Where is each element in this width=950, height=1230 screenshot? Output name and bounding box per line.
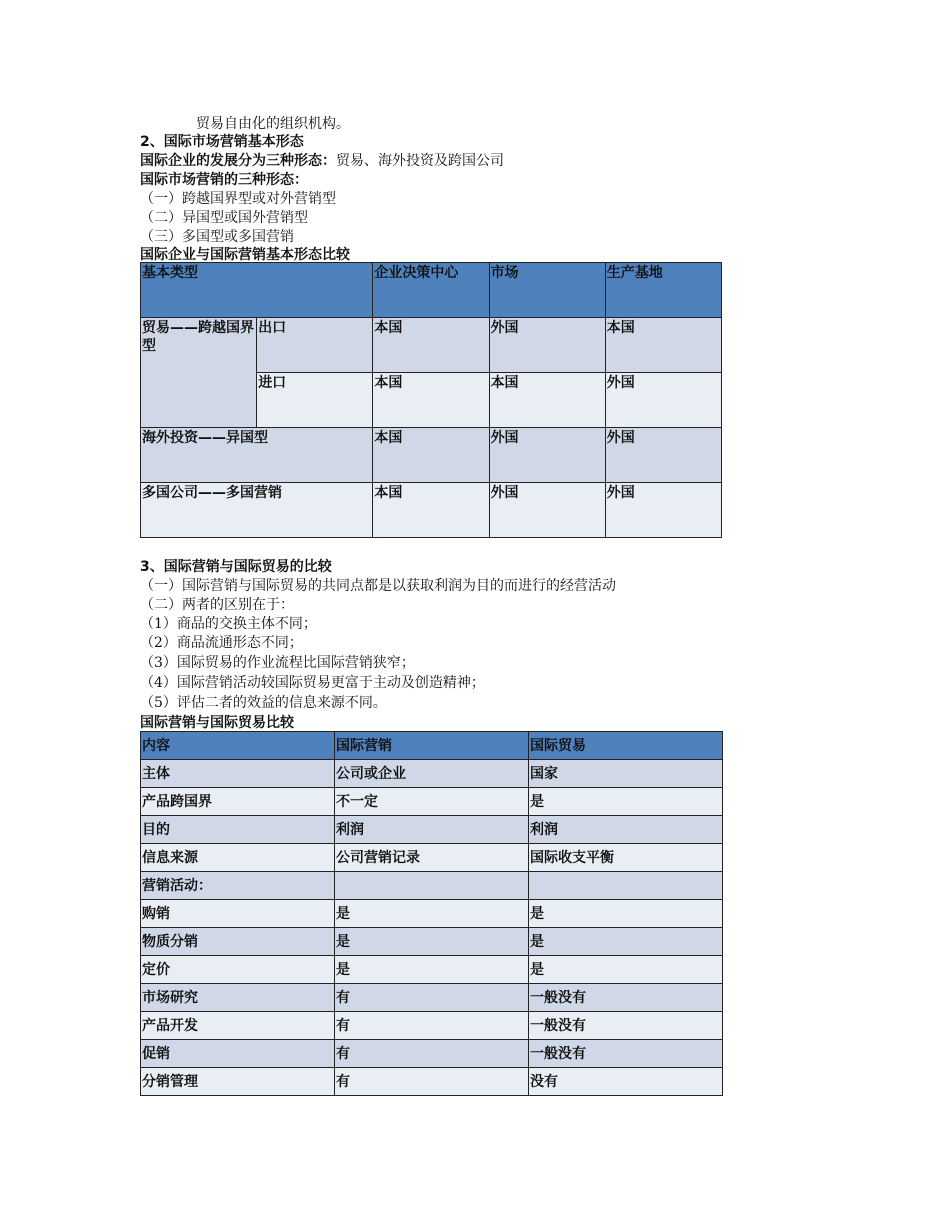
table-cell: 国际收支平衡 (529, 844, 723, 872)
section-heading: 3、国际营销与国际贸易的比较 (140, 559, 332, 575)
table-cell: 产品跨国界 (141, 788, 335, 816)
table-cell: 是 (529, 956, 723, 984)
table-cell: 一般没有 (529, 1040, 723, 1068)
table-cell: 分销管理 (141, 1068, 335, 1096)
table-caption: 国际企业与国际营销基本形态比较 (140, 247, 350, 263)
table-cell: 出口 (257, 318, 373, 373)
header-cell: 生产基地 (605, 263, 721, 318)
list-item: （二）异国型或国外营销型 (140, 210, 308, 226)
table-row (141, 760, 723, 788)
list-item: （3）国际贸易的作业流程比国际营销狭窄； (140, 655, 415, 671)
table-cell: 是 (335, 900, 529, 928)
table-cell: 公司或企业 (335, 760, 529, 788)
table-row (141, 788, 723, 816)
table-row (141, 816, 723, 844)
table-cell: 外国 (489, 428, 605, 483)
header-cell: 市场 (489, 263, 605, 318)
table-row (141, 900, 723, 928)
table-cell: 进口 (257, 373, 373, 428)
header-cell: 企业决策中心 (373, 263, 489, 318)
list-item: （三）多国型或多国营销 (140, 229, 294, 245)
table-cell: 利润 (335, 816, 529, 844)
paragraph-text: （一）国际营销与国际贸易的共同点都是以获取利润为目的而进行的经营活动 (140, 578, 616, 594)
table-cell: 海外投资——异国型 (141, 428, 373, 483)
table-cell: 没有 (529, 1068, 723, 1096)
header-cell: 内容 (141, 732, 335, 760)
list-item: （5）评估二者的效益的信息来源不同。 (140, 695, 387, 711)
table-cell: 物质分销 (141, 928, 335, 956)
table-cell: 有 (335, 1012, 529, 1040)
table-cell: 有 (335, 1068, 529, 1096)
table-cell (335, 872, 529, 900)
marketing-vs-trade-table (140, 731, 723, 1096)
section-heading: 2、国际市场营销基本形态 (140, 134, 304, 150)
table-row (141, 428, 722, 483)
paragraph-text: 贸易自由化的组织机构。 (196, 116, 350, 132)
table-cell: 是 (335, 928, 529, 956)
table-cell: 主体 (141, 760, 335, 788)
table-cell: 是 (529, 900, 723, 928)
table-cell: 不一定 (335, 788, 529, 816)
paragraph-text: 贸易、海外投资及跨国公司 (336, 153, 504, 169)
table-cell: 购销 (141, 900, 335, 928)
table-cell: 是 (529, 788, 723, 816)
table-cell: 营销活动： (141, 872, 335, 900)
table-cell: 目的 (141, 816, 335, 844)
bold-label: 国际企业的发展分为三种形态： (140, 153, 336, 169)
bold-label: 国际市场营销的三种形态： (140, 172, 308, 188)
table-cell: 外国 (489, 483, 605, 538)
table-cell: 本国 (373, 483, 489, 538)
paragraph-text: （二）两者的区别在于： (140, 597, 294, 613)
table-cell: 是 (335, 956, 529, 984)
table-caption: 国际营销与国际贸易比较 (140, 715, 294, 731)
table-cell: 公司营销记录 (335, 844, 529, 872)
table-cell: 有 (335, 984, 529, 1012)
table-row (141, 483, 722, 538)
table-row (141, 872, 723, 900)
table-cell: 定价 (141, 956, 335, 984)
table-cell: 市场研究 (141, 984, 335, 1012)
table-row (141, 956, 723, 984)
table-cell (529, 872, 723, 900)
paragraph-text (140, 152, 504, 170)
table-cell: 外国 (489, 318, 605, 373)
table-cell: 外国 (605, 428, 721, 483)
table-cell: 一般没有 (529, 984, 723, 1012)
header-cell: 国际营销 (335, 732, 529, 760)
table-row (141, 318, 722, 373)
list-item: （一）跨越国界型或对外营销型 (140, 191, 336, 207)
table-cell: 外国 (605, 483, 721, 538)
table-header-row (141, 263, 722, 318)
header-cell: 国际贸易 (529, 732, 723, 760)
table-cell: 信息来源 (141, 844, 335, 872)
table-cell: 利润 (529, 816, 723, 844)
list-item: （4）国际营销活动较国际贸易更富于主动及创造精神； (140, 675, 485, 691)
table-cell: 多国公司——多国营销 (141, 483, 373, 538)
table-row (141, 1012, 723, 1040)
table-cell: 本国 (373, 373, 489, 428)
table-cell: 一般没有 (529, 1012, 723, 1040)
table-cell: 贸易——跨越国界型 (141, 318, 257, 428)
table-header-row (141, 732, 723, 760)
table-row (141, 1040, 723, 1068)
table-row (141, 984, 723, 1012)
table-cell: 本国 (373, 428, 489, 483)
table-cell: 外国 (605, 373, 721, 428)
forms-comparison-table (140, 262, 722, 538)
table-row (141, 1068, 723, 1096)
table-cell: 有 (335, 1040, 529, 1068)
table-row (141, 928, 723, 956)
table-cell: 本国 (373, 318, 489, 373)
list-item: （2）商品流通形态不同； (140, 635, 303, 651)
table-cell: 本国 (605, 318, 721, 373)
table-cell: 促销 (141, 1040, 335, 1068)
table-cell: 本国 (489, 373, 605, 428)
table-row (141, 844, 723, 872)
table-cell: 国家 (529, 760, 723, 788)
header-cell: 基本类型 (141, 263, 373, 318)
list-item: （1）商品的交换主体不同； (140, 616, 317, 632)
table-cell: 是 (529, 928, 723, 956)
table-cell: 产品开发 (141, 1012, 335, 1040)
